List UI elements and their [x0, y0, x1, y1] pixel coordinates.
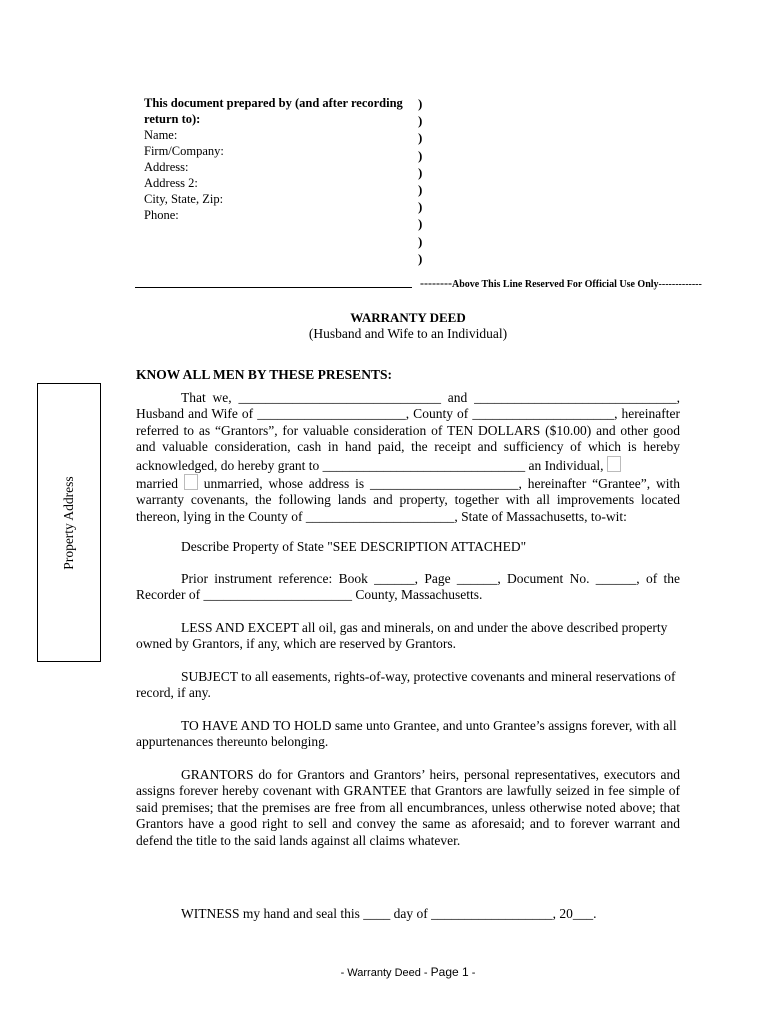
- recording-line: [135, 287, 412, 288]
- document-subtitle: (Husband and Wife to an Individual): [308, 326, 508, 341]
- grantors-covenant-paragraph: GRANTORS do for Grantors and Grantors’ heirs, personal representatives, executors and assigns forever hereby covenant with GRANTEE that Grantors are lawfully seized in fee simple of said premises; that the premises are free from all encumbrances, unless otherwise noted above; that Grantors have a good right to sell and convey the same as aforesaid; and to forever warrant and defend the title to the said lands against all claims whatever.: [136, 767, 680, 848]
- preparer-field-address2: Address 2:: [144, 176, 198, 190]
- less-and-except-paragraph: LESS AND EXCEPT all oil, gas and minerals, on and under the above described property owned by Grantors, if any, which are reserved by Grantors.: [136, 620, 668, 652]
- footer-right: -: [468, 967, 476, 979]
- prior-instrument-paragraph: Prior instrument reference: Book ______, Page ______, Document No. ______, of the Recorder of ______________________ County, Massachusetts.: [136, 571, 680, 603]
- to-have-and-to-hold-paragraph: TO HAVE AND TO HOLD same unto Grantee, and unto Grantee’s assigns forever, with all appurtenances thereunto belonging.: [136, 718, 677, 750]
- grant-text-married: married: [136, 476, 178, 492]
- paren-mark: ): [418, 216, 423, 232]
- paren-mark: ): [418, 182, 423, 198]
- official-use-notice: [420, 276, 702, 291]
- grant-text-a: That we, ______________________________ and ______________________________, Husband and Wife of ______________________, County of _____________________, hereinafter referred to as “Grantors”, for valuable consideration of TEN DOLLARS ($10.00) and other good and valuable consideration, cash in hand paid, the receipt and sufficiency of which is hereby acknowledged, do hereby grant to ______________________________ an Individual,: [136, 390, 680, 473]
- paren-mark: ): [418, 250, 423, 266]
- preparer-field-firm: Firm/Company:: [144, 144, 224, 158]
- property-address-label: Property Address: [61, 475, 76, 570]
- official-use-dashes-right: -------------: [658, 279, 702, 290]
- official-use-dashes-left: --------: [420, 276, 452, 290]
- paren-mark: ): [418, 130, 423, 146]
- preparer-block: [144, 95, 414, 223]
- document-title: WARRANTY DEED: [350, 310, 466, 325]
- preparer-field-city-state-zip: City, State, Zip:: [144, 192, 224, 206]
- property-address-box: [37, 383, 101, 662]
- paren-mark: ): [418, 147, 423, 163]
- preparer-field-address: Address:: [144, 160, 189, 174]
- paren-mark: ): [418, 164, 423, 180]
- page-footer: [0, 965, 770, 979]
- know-all-men-heading: KNOW ALL MEN BY THESE PRESENTS:: [136, 367, 392, 382]
- paren-mark: ): [418, 113, 423, 129]
- preparer-field-phone: Phone:: [144, 208, 179, 222]
- preparer-heading-line1: This document prepared by (and after recording: [144, 96, 403, 110]
- preparer-field-name: Name:: [144, 128, 178, 142]
- grant-paragraph: [136, 390, 680, 525]
- paren-mark: ): [418, 233, 423, 249]
- footer-left: - Warranty Deed -: [340, 967, 431, 979]
- paren-column: [418, 95, 422, 267]
- footer-page-number: Page 1: [430, 965, 469, 979]
- witness-paragraph: WITNESS my hand and seal this ____ day of __________________, 20___.: [181, 906, 597, 921]
- married-checkbox[interactable]: [607, 456, 621, 472]
- unmarried-checkbox[interactable]: [184, 474, 198, 490]
- preparer-heading-line2: return to):: [144, 112, 201, 126]
- paren-mark: ): [418, 96, 423, 111]
- describe-property-paragraph: Describe Property of State "SEE DESCRIPTION ATTACHED": [181, 539, 527, 554]
- grant-text-c: unmarried, whose address is ______________________, hereinafter “Grantee”, with warranty covenants, the following lands and property, together with all improvements located thereon, lying in the County of ______________________, State of Massachusetts, to-wit:: [136, 476, 681, 524]
- official-use-label: Above This Line Reserved For Official Use Only: [451, 279, 659, 290]
- paren-mark: ): [418, 199, 423, 215]
- subject-to-paragraph: SUBJECT to all easements, rights-of-way, protective covenants and mineral reservations of record, if any.: [136, 669, 676, 701]
